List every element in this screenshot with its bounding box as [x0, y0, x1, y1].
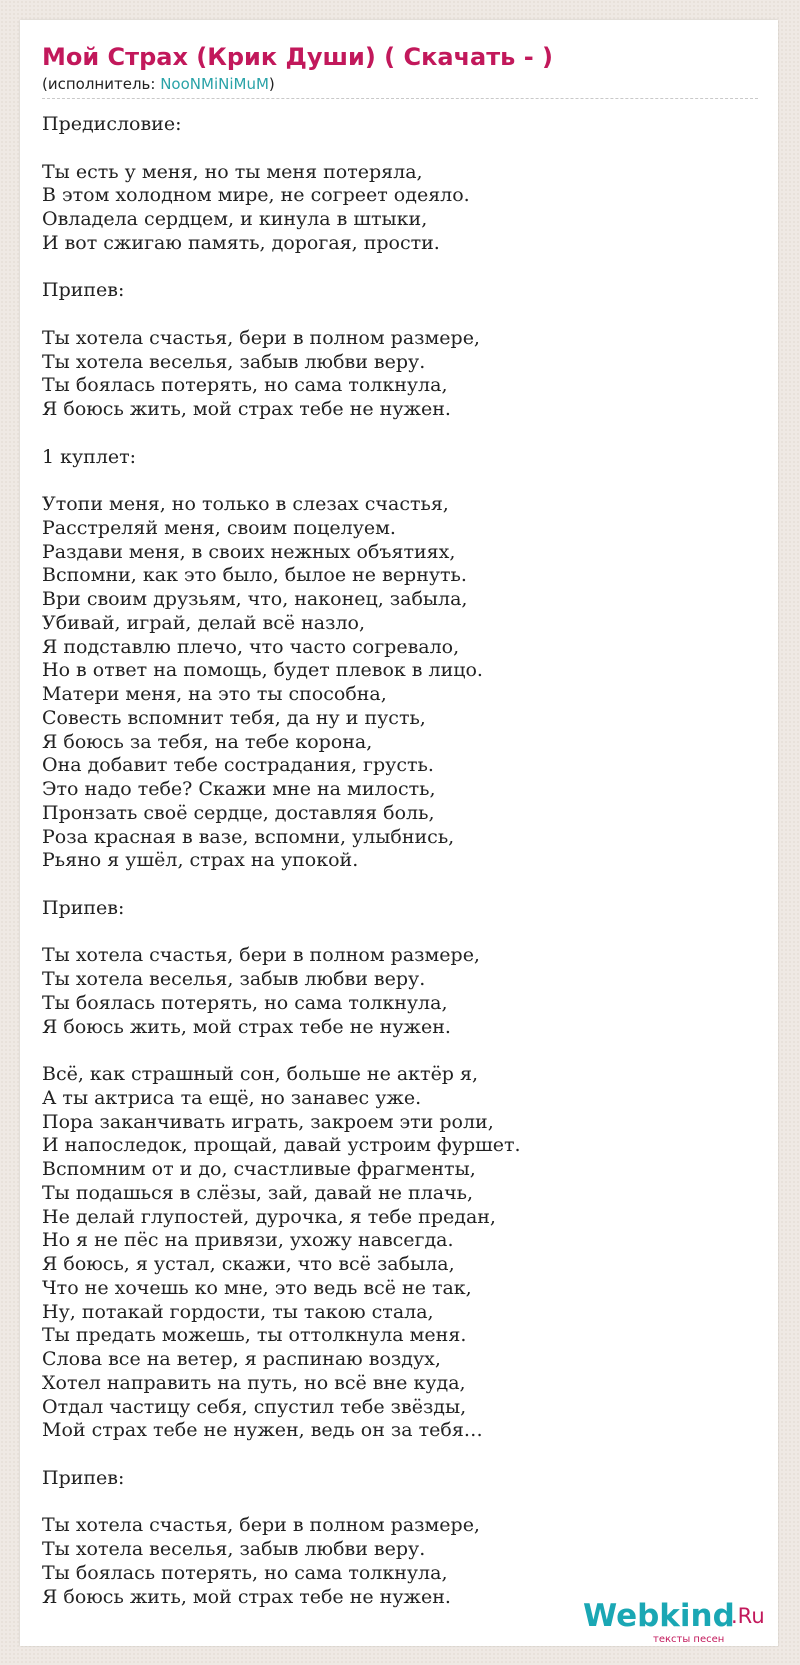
- lyric-line: 1 куплет:: [42, 445, 137, 468]
- artist-line: [42, 75, 758, 93]
- lyric-line: Ты боялась потерять, но сама толкнула,: [42, 1561, 448, 1584]
- lyric-line: Хотел направить на путь, но всё вне куда,: [42, 1371, 466, 1394]
- lyrics-card: [20, 20, 778, 1646]
- lyric-line: Ты боялась потерять, но сама толкнула,: [42, 991, 448, 1014]
- lyric-line: Овладела сердцем, и кинула в штыки,: [42, 208, 428, 230]
- lyric-blank-line: [42, 469, 758, 493]
- lyric-blank-line: [42, 921, 758, 945]
- lyric-line: Ты подашься в слёзы, зай, давай не плачь,: [42, 1181, 474, 1204]
- lyric-line: И вот сжигаю память, дорогая, прости.: [42, 231, 440, 254]
- lyric-line: Ты хотела счастья, бери в полном размере,: [42, 1514, 480, 1537]
- lyric-line: Пронзать своё сердце, доставляя боль,: [42, 801, 435, 824]
- lyric-line: Утопи меня, но только в слезах счастья,: [42, 493, 449, 515]
- lyric-line: Припев:: [42, 279, 125, 302]
- lyric-line: Но в ответ на помощь, будет плевок в лицо.: [42, 659, 483, 682]
- logo-subtitle: тексты песен: [653, 1634, 725, 1645]
- lyric-line: Всё, как страшный сон, больше не актёр я,: [42, 1063, 479, 1085]
- lyric-blank-line: [42, 1443, 758, 1467]
- lyric-line: Рьяно я ушёл, страх на упокой.: [42, 849, 359, 872]
- lyric-line: А ты актриса та ещё, но занавес уже.: [42, 1086, 422, 1109]
- lyrics-body: [42, 113, 758, 1609]
- lyric-line: Ты боялась потерять, но сама толкнула,: [42, 374, 448, 397]
- lyric-blank-line: [42, 1491, 758, 1515]
- lyric-line: Предисловие:: [42, 113, 182, 135]
- lyric-line: Ты есть у меня, но ты меня потеряла,: [42, 160, 423, 183]
- lyric-line: Вспомни, как это было, былое не вернуть.: [42, 564, 467, 587]
- lyric-blank-line: [42, 1039, 758, 1063]
- lyric-line: Расстреляй меня, своим поцелуем.: [42, 516, 396, 539]
- lyric-line: Я боюсь жить, мой страх тебе не нужен.: [42, 1015, 451, 1038]
- lyric-line: Она добавит тебе сострадания, грусть.: [42, 754, 434, 777]
- lyric-line: Пора заканчивать играть, закроем эти роли,: [42, 1110, 494, 1133]
- lyric-line: Ты хотела веселья, забыв любви веру.: [42, 350, 426, 373]
- lyric-line: Но я не пёс на привязи, ухожу навсегда.: [42, 1229, 454, 1252]
- lyric-line: Матери меня, на это ты способна,: [42, 683, 387, 705]
- header-divider: [42, 98, 758, 99]
- artist-suffix: ): [268, 75, 275, 93]
- logo-wordmark: Webkind: [583, 1598, 735, 1634]
- lyric-blank-line: [42, 137, 758, 161]
- site-logo[interactable]: [583, 1598, 778, 1653]
- lyric-blank-line: [42, 873, 758, 897]
- lyric-line: Припев:: [42, 1466, 125, 1489]
- lyric-line: Ты предать можешь, ты оттолкнула меня.: [42, 1324, 467, 1347]
- lyric-line: Мой страх тебе не нужен, ведь он за тебя…: [42, 1419, 483, 1442]
- lyric-line: Это надо тебе? Скажи мне на милость,: [42, 778, 436, 800]
- lyric-line: Ты хотела веселья, забыв любви веру.: [42, 968, 426, 990]
- lyric-line: Ты хотела веселья, забыв любви веру.: [42, 1538, 426, 1560]
- lyric-line: Я боюсь за тебя, на тебе корона,: [42, 730, 373, 753]
- lyric-line: Слова все на ветер, я распинаю воздух,: [42, 1348, 441, 1370]
- lyric-line: Ну, потакай гордости, ты такою стала,: [42, 1300, 434, 1323]
- song-header: [42, 42, 758, 107]
- lyric-line: Не делай глупостей, дурочка, я тебе предан,: [42, 1205, 496, 1228]
- lyric-line: Роза красная в вазе, вспомни, улыбнись,: [42, 825, 455, 848]
- lyric-blank-line: [42, 256, 758, 280]
- lyric-line: Отдал частицу себя, спустил тебе звёзды,: [42, 1395, 467, 1418]
- lyric-line: Припев:: [42, 896, 125, 919]
- lyric-line: Я боюсь жить, мой страх тебе не нужен.: [42, 398, 451, 420]
- lyric-line: Я боюсь, я устал, скажи, что всё забыла,: [42, 1253, 455, 1275]
- lyric-line: В этом холодном мире, не согреет одеяло.: [42, 184, 470, 207]
- lyric-line: Раздави меня, в своих нежных объятиях,: [42, 540, 456, 563]
- lyric-line: Совесть вспомнит тебя, да ну и пусть,: [42, 706, 426, 729]
- lyric-line: Ты хотела счастья, бери в полном размере,: [42, 326, 480, 349]
- lyric-line: Я подставлю плечо, что часто согревало,: [42, 635, 460, 658]
- artist-prefix: (исполнитель:: [42, 75, 161, 93]
- lyric-line: Убивай, играй, делай всё назло,: [42, 611, 366, 634]
- lyric-line: Что не хочешь ко мне, это ведь всё не так,: [42, 1276, 472, 1299]
- lyric-line: Вспомним от и до, счастливые фрагменты,: [42, 1158, 476, 1180]
- lyric-line: Я боюсь жить, мой страх тебе не нужен.: [42, 1585, 451, 1608]
- lyric-blank-line: [42, 303, 758, 327]
- lyric-blank-line: [42, 422, 758, 446]
- lyric-line: Ты хотела счастья, бери в полном размере,: [42, 944, 480, 967]
- artist-link[interactable]: NooNMiNiMuM: [160, 75, 269, 93]
- lyric-line: Ври своим друзьям, что, наконец, забыла,: [42, 588, 468, 610]
- lyric-line: И напоследок, прощай, давай устроим фуршет.: [42, 1134, 521, 1157]
- logo-suffix: .Ru: [731, 1604, 765, 1628]
- song-title: Мой Страх (Крик Души) ( Скачать - ): [42, 43, 553, 71]
